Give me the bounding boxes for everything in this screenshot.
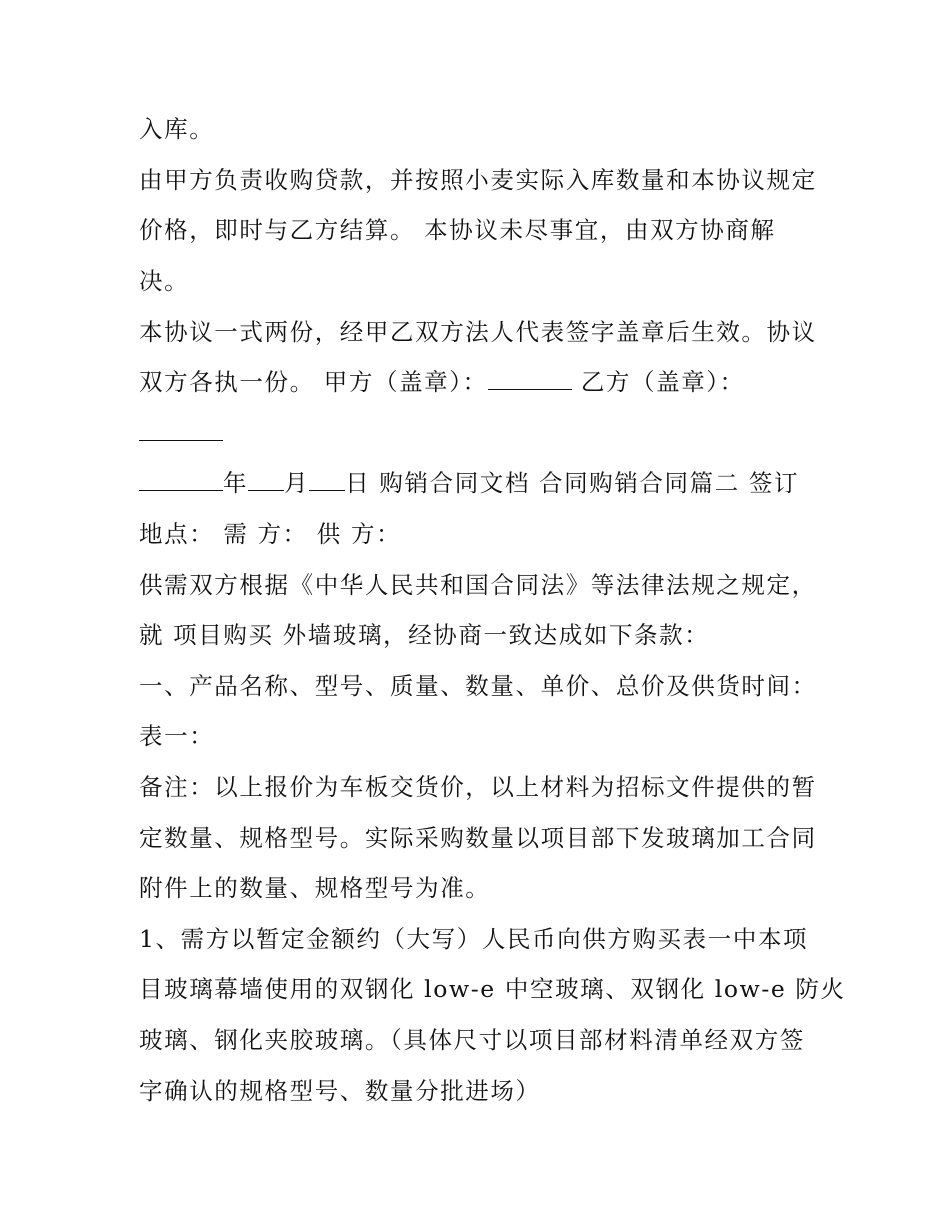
text-line: 1、需方以暂定金额约（大写）人民币向供方购买表一中本项	[139, 925, 809, 953]
text-line: 地点： 需 方： 供 方：	[139, 520, 402, 548]
text-segment: 日 购销合同文档 合同购销合同篇二 签订	[345, 469, 800, 497]
text-line: 就 项目购买 外墙玻璃，经协商一致达成如下条款：	[139, 621, 710, 649]
text-line: 目玻璃幕墙使用的双钢化 low-e 中空玻璃、双钢化 low-e 防火	[139, 975, 846, 1003]
signature-line-party-a	[139, 367, 745, 397]
blank-underline	[248, 470, 284, 491]
text-line: 决。	[139, 267, 190, 295]
signature-line-party-b	[139, 418, 223, 448]
text-segment: 乙方（盖章）：	[580, 368, 745, 396]
text-line: 由甲方负责收购贷款，并按照小麦实际入库数量和本协议规定	[139, 166, 817, 194]
text-line: 表一：	[139, 722, 215, 750]
date-line	[139, 468, 799, 498]
text-line: 本协议一式两份，经甲乙双方法人代表签字盖章后生效。协议	[139, 318, 817, 346]
text-line: 定数量、规格型号。实际采购数量以项目部下发玻璃加工合同	[139, 824, 817, 852]
text-line: 一、产品名称、型号、质量、数量、单价、总价及供货时间：	[139, 672, 817, 700]
text-line: 附件上的数量、规格型号为准。	[139, 874, 491, 902]
text-segment: 双方各执一份。 甲方（盖章）：	[139, 368, 488, 396]
text-line: 备注：以上报价为车板交货价，以上材料为招标文件提供的暂	[139, 773, 817, 801]
year-label: 年	[223, 469, 249, 497]
blank-underline	[139, 470, 223, 491]
blank-underline	[139, 420, 223, 441]
text-line: 供需双方根据《中华人民共和国合同法》等法律法规之规定，	[139, 571, 817, 599]
text-line: 玻璃、钢化夹胶玻璃。（具体尺寸以项目部材料清单经双方签	[139, 1026, 805, 1054]
blank-underline	[488, 369, 572, 390]
month-label: 月	[284, 469, 310, 497]
blank-underline	[309, 470, 345, 491]
text-line: 入库。	[139, 115, 215, 143]
text-line: 字确认的规格型号、数量分批进场）	[139, 1077, 541, 1105]
text-line: 价格，即时与乙方结算。 本协议未尽事宜，由双方协商解	[139, 216, 776, 244]
